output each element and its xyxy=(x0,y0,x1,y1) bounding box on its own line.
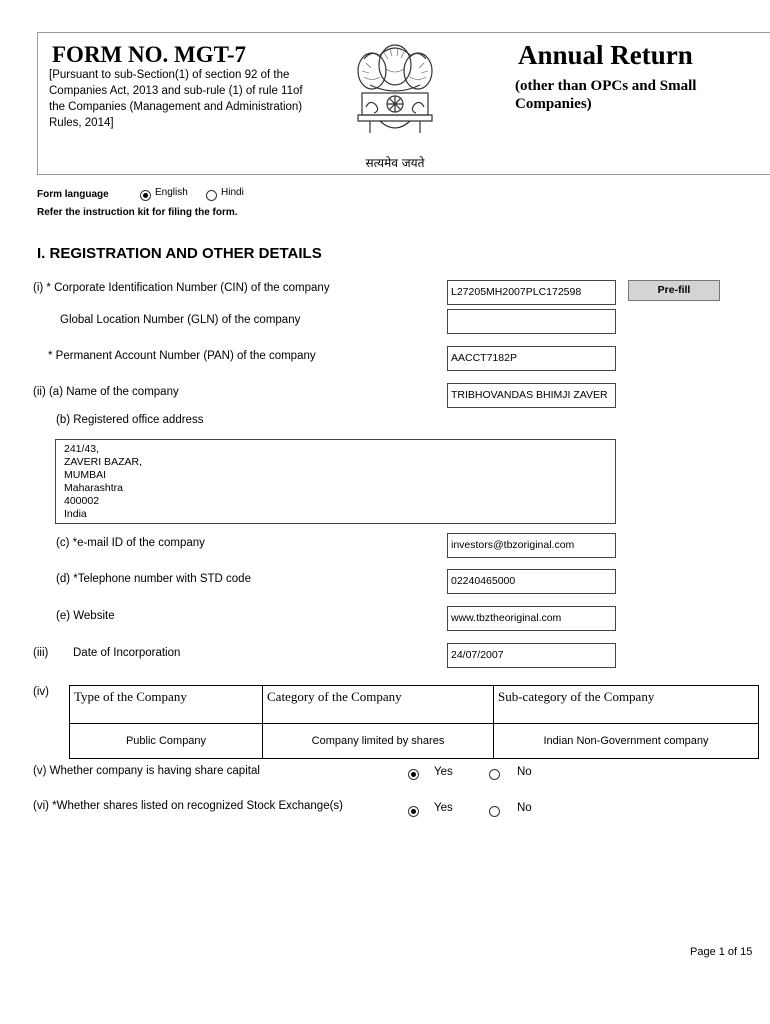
gln-label: Global Location Number (GLN) of the company xyxy=(60,314,301,326)
radio-selected-icon xyxy=(408,769,419,780)
national-emblem xyxy=(340,35,450,170)
shares-listed-yes-radio[interactable] xyxy=(408,804,419,822)
radio-unselected-icon xyxy=(206,190,217,201)
form-number: FORM NO. MGT-7 xyxy=(52,42,246,67)
cin-label: (i) * Corporate Identification Number (CIN) of the company xyxy=(33,282,330,294)
emblem-motto: सत्यमेव जयते xyxy=(365,156,425,170)
address-line: 241/43, xyxy=(64,443,100,455)
telephone-label: (d) *Telephone number with STD code xyxy=(56,573,251,585)
prefill-button[interactable]: Pre-fill xyxy=(628,280,720,301)
share-capital-no-radio[interactable] xyxy=(489,767,500,785)
share-capital-no-label: No xyxy=(517,766,532,778)
date-of-incorporation-field[interactable]: 24/07/2007 xyxy=(447,643,616,668)
share-capital-yes-radio[interactable] xyxy=(408,767,419,785)
address-line: 400002 xyxy=(64,495,100,507)
company-category-value: Company limited by shares xyxy=(263,724,494,759)
shares-listed-no-radio[interactable] xyxy=(489,804,500,822)
company-name-label: (ii) (a) Name of the company xyxy=(33,386,179,398)
lion-capital-icon xyxy=(340,35,450,153)
shares-listed-no-label: No xyxy=(517,802,532,814)
share-capital-yes-label: Yes xyxy=(434,766,453,778)
company-type-table xyxy=(69,685,759,759)
form-language-label: Form language xyxy=(37,189,109,200)
address-line: MUMBAI xyxy=(64,469,106,481)
pursuant-text: [Pursuant to sub-Section(1) of section 92 of the Companies Act, 2013 and sub-rule (1) of rule 11of the Companies (Management and Administration) Rules, 2014] xyxy=(49,69,303,129)
form-title: Annual Return xyxy=(518,40,693,70)
table-header: Category of the Company xyxy=(263,686,494,724)
language-option-english: English xyxy=(155,187,188,198)
registered-address-field[interactable] xyxy=(55,439,616,524)
gln-field[interactable] xyxy=(447,309,616,334)
company-type-value: Public Company xyxy=(70,724,263,759)
company-type-number: (iv) xyxy=(33,686,49,698)
radio-unselected-icon xyxy=(489,806,500,817)
shares-listed-label: (vi) *Whether shares listed on recognized Stock Exchange(s) xyxy=(33,800,344,812)
address-line: Maharashtra xyxy=(64,482,123,494)
radio-unselected-icon xyxy=(489,769,500,780)
address-line: ZAVERI BAZAR, xyxy=(64,456,142,468)
website-label: (e) Website xyxy=(56,610,115,622)
instruction-kit-note: Refer the instruction kit for filing the form. xyxy=(37,207,238,218)
radio-selected-icon xyxy=(140,190,151,201)
section-title: I. REGISTRATION AND OTHER DETAILS xyxy=(37,245,322,262)
address-label: (b) Registered office address xyxy=(56,414,204,426)
radio-english[interactable] xyxy=(140,188,151,206)
page-number: Page 1 of 15 xyxy=(690,946,753,958)
email-label: (c) *e-mail ID of the company xyxy=(56,537,205,549)
telephone-field[interactable]: 02240465000 xyxy=(447,569,616,594)
language-option-hindi: Hindi xyxy=(221,187,244,198)
website-field[interactable]: www.tbztheoriginal.com xyxy=(447,606,616,631)
table-header: Type of the Company xyxy=(70,686,263,724)
email-field[interactable]: investors@tbzoriginal.com xyxy=(447,533,616,558)
form-subtitle: (other than OPCs and Small Companies) xyxy=(515,78,697,112)
address-line: India xyxy=(64,508,87,520)
radio-selected-icon xyxy=(408,806,419,817)
table-header: Sub-category of the Company xyxy=(494,686,759,724)
pan-label: * Permanent Account Number (PAN) of the company xyxy=(48,350,316,362)
doi-number: (iii) xyxy=(33,647,49,659)
radio-hindi[interactable] xyxy=(206,188,217,206)
doi-label: Date of Incorporation xyxy=(73,647,181,659)
company-name-field[interactable]: TRIBHOVANDAS BHIMJI ZAVER xyxy=(447,383,616,408)
company-subcategory-value: Indian Non-Government company xyxy=(494,724,759,759)
cin-field[interactable]: L27205MH2007PLC172598 xyxy=(447,280,616,305)
share-capital-label: (v) Whether company is having share capital xyxy=(33,765,260,777)
shares-listed-yes-label: Yes xyxy=(434,802,453,814)
pan-field[interactable]: AACCT7182P xyxy=(447,346,616,371)
